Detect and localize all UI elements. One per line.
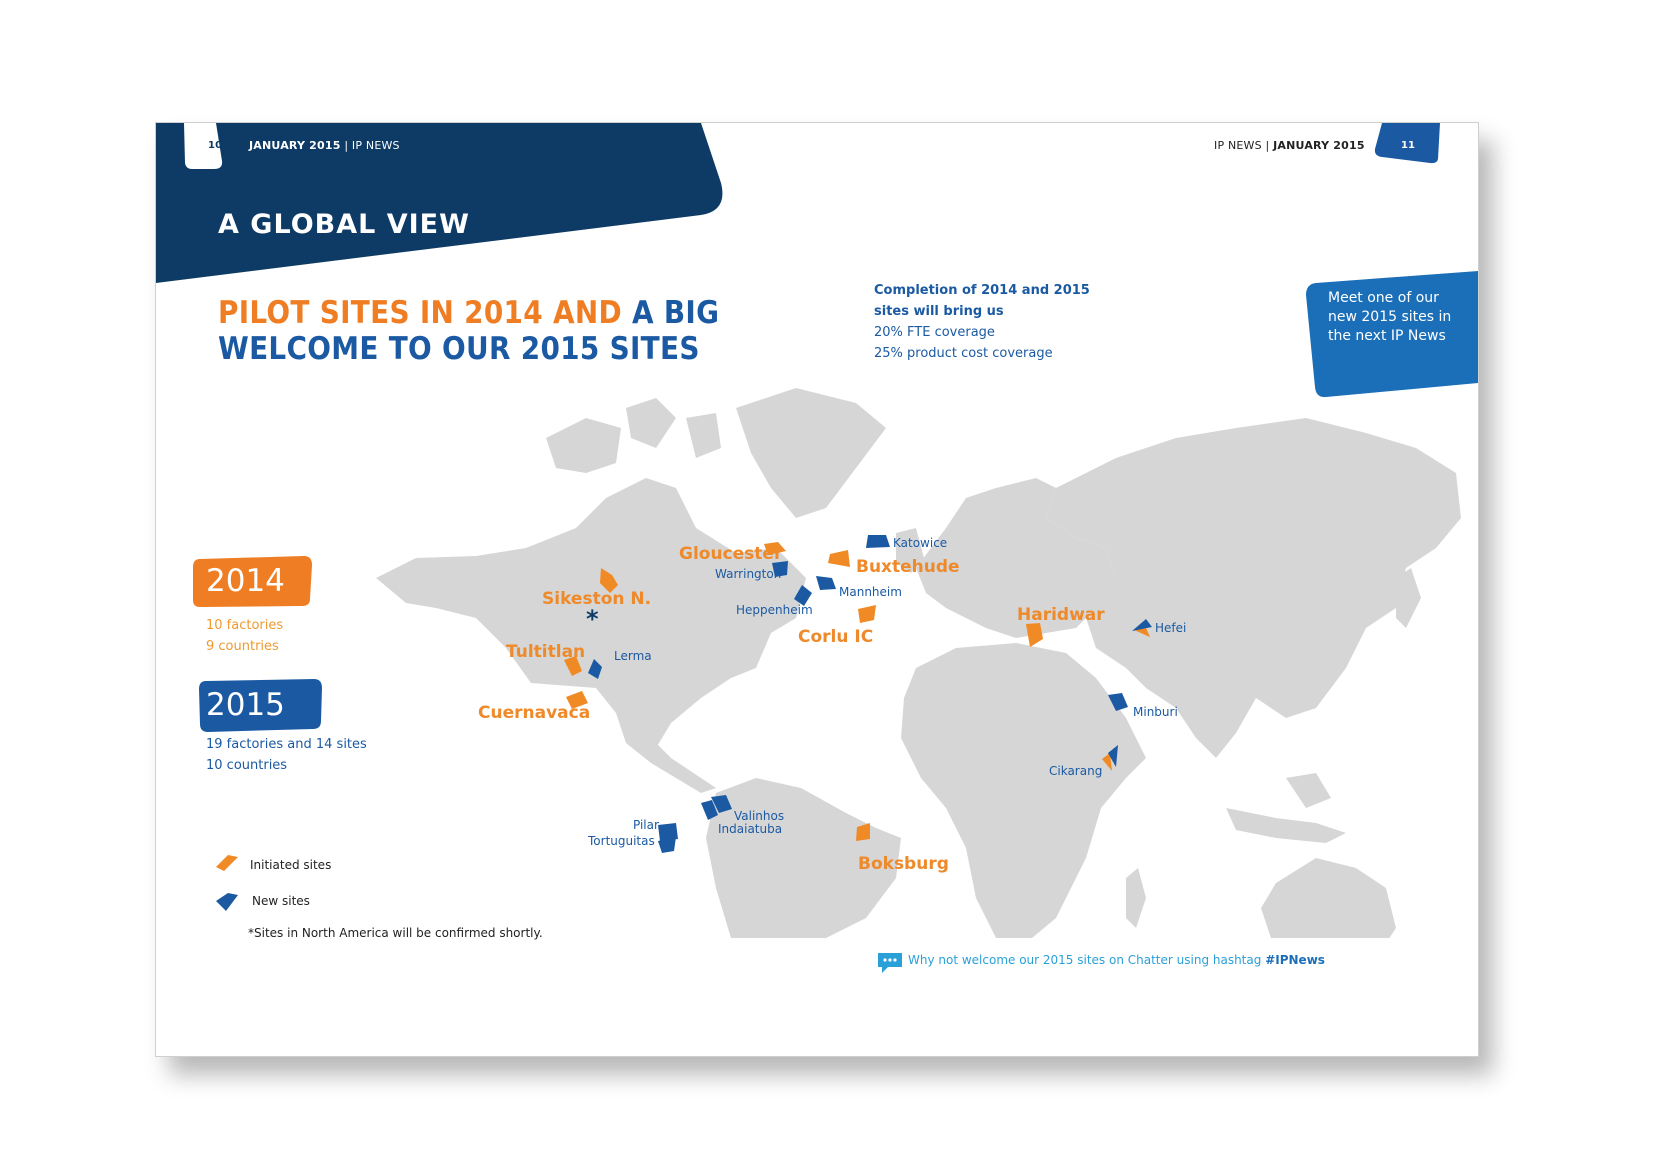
label-katowice: Katowice	[893, 536, 948, 550]
year-2015-details: 19 factories and 14 sites 10 countries	[206, 737, 367, 773]
chatter-prompt: Why not welcome our 2015 sites on Chatter using hashtag #IPNews	[908, 953, 1325, 967]
blue-site-marker-icon	[216, 893, 238, 911]
headline-blue-2: WELCOME TO OUR 2015 SITES	[218, 331, 700, 367]
label-haridwar: Haridwar	[1017, 605, 1105, 625]
completion-heading: Completion of 2014 and 2015 sites will bring us	[874, 283, 1090, 319]
banner-title: A GLOBAL VIEW	[218, 209, 470, 240]
label-heppenheim: Heppenheim	[736, 603, 813, 617]
label-buxtehude: Buxtehude	[856, 557, 960, 577]
cost-coverage: 25% product cost coverage	[874, 346, 1053, 361]
marker-lerma	[588, 659, 602, 679]
label-cuernavaca: Cuernavaca	[478, 703, 591, 723]
headline-orange: PILOT SITES IN 2014 AND	[218, 295, 622, 331]
marker-katowice	[866, 535, 890, 548]
magazine-spread	[155, 122, 1479, 1057]
north-america-note: *Sites in North America will be confirmed shortly.	[248, 926, 543, 940]
label-boksburg: Boksburg	[858, 854, 949, 874]
site-markers	[156, 123, 1478, 1056]
right-running-header: IP NEWS | JANUARY 2015	[1214, 139, 1365, 152]
right-page-number: 11	[1401, 140, 1415, 151]
fte-coverage: 20% FTE coverage	[874, 325, 995, 340]
label-corlu: Corlu IC	[798, 627, 874, 647]
hashtag[interactable]: #IPNews	[1265, 953, 1325, 967]
marker-corlu	[858, 605, 876, 623]
year-2015-label: 2015	[206, 687, 285, 723]
label-sikeston: Sikeston N.	[542, 589, 652, 609]
year-2014-details: 10 factories 9 countries	[206, 618, 284, 654]
headline-blue-1: A BIG	[631, 295, 720, 331]
label-hefei: Hefei	[1155, 621, 1187, 635]
chat-bubble-icon	[876, 951, 904, 975]
left-page-number: 10	[208, 140, 223, 151]
label-indaiatuba: Indaiatuba	[718, 822, 783, 836]
label-mannheim: Mannheim	[839, 585, 902, 599]
marker-haridwar	[1026, 623, 1043, 647]
orange-site-marker-icon	[216, 855, 238, 871]
label-lerma: Lerma	[614, 649, 652, 663]
legend-markers	[214, 853, 244, 923]
legend-new: New sites	[252, 894, 310, 908]
legend-initiated: Initiated sites	[250, 858, 332, 872]
marker-mannheim	[816, 576, 836, 590]
label-gloucester: Gloucester	[679, 544, 783, 564]
label-tortuguitas: Tortuguitas	[588, 834, 655, 848]
label-valinhos: Valinhos	[734, 809, 785, 823]
marker-boksburg	[856, 823, 870, 841]
year-2014-label: 2014	[206, 563, 285, 599]
callout-text: Meet one of our new 2015 sites in the next IP News	[1328, 290, 1452, 344]
left-running-header: JANUARY 2015 | IP NEWS	[249, 139, 400, 152]
label-minburi: Minburi	[1133, 705, 1178, 719]
marker-minburi	[1108, 693, 1128, 711]
north-america-asterisk: *	[586, 605, 599, 633]
label-warrington: Warrington	[715, 567, 782, 581]
marker-buxtehude	[828, 550, 850, 567]
label-tultitlan: Tultitlan	[506, 642, 586, 662]
label-cikarang: Cikarang	[1049, 764, 1103, 778]
label-pilar: Pilar	[633, 818, 659, 832]
